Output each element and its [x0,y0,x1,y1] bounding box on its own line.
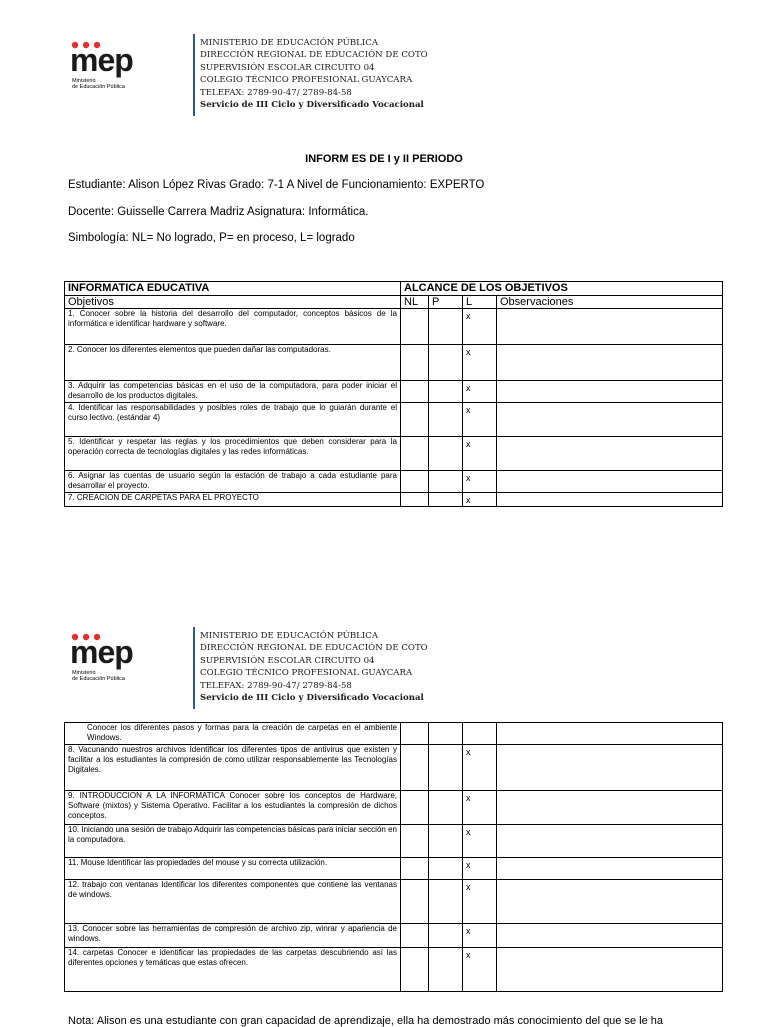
header-line: DIRECCIÓN REGIONAL DE EDUCACIÓN DE COTO [200,643,428,654]
p-cell [429,723,463,745]
observations-cell [497,924,723,948]
l-mark: x [463,403,497,437]
l-mark: x [463,791,497,825]
objective-text: 14. carpetas Conocer e identificar las propiedades de las carpetas descubriendo así las diferentes opciones y temáticas que estas ofrecen. [65,948,401,992]
p-cell [429,791,463,825]
nl-cell [401,345,429,381]
symbology-legend: Simbología: NL= No logrado, P= en proceso, L= logrado [68,232,355,244]
logo-text: mep [70,42,133,78]
l-mark: x [463,381,497,403]
header-line: COLEGIO TÉCNICO PROFESIONAL GUAYCARA [200,75,413,86]
header-line: COLEGIO TÉCNICO PROFESIONAL GUAYCARA [200,668,413,679]
objective-text: 11. Mouse Identificar las propiedades del mouse y su correcta utilización. [65,858,401,880]
objective-text: 2. Conocer los diferentes elementos que pueden dañar las computadoras. [65,345,401,381]
header-line: DIRECCIÓN REGIONAL DE EDUCACIÓN DE COTO [200,50,428,61]
table-row [65,924,723,948]
observations-cell [497,745,723,791]
p-cell [429,345,463,381]
objective-text: 8. Vacunando nuestros archivos Identificar los diferentes tipos de antivirus que existen y facilitar a los estudiantes la compresión de como utilizar responsablemente las Tecnologías Digitales. [65,745,401,791]
column-header: Objetivos [65,296,401,309]
column-header: NL [401,296,429,309]
column-header: Observaciones [497,296,723,309]
institution-header [200,630,428,704]
p-cell [429,493,463,507]
p-cell [429,924,463,948]
header-divider [193,627,195,709]
table-row [65,437,723,471]
table-row [65,791,723,825]
p-cell [429,745,463,791]
objective-text: 10. Iniciando una sesión de trabajo Adquirir las competencias básicas para iniciar sección en la computadora. [65,825,401,858]
l-mark: x [463,880,497,924]
table-row [65,381,723,403]
header-line: MINISTERIO DE EDUCACIÓN PÚBLICA [200,38,379,48]
objective-text: 9. INTRODUCCION A LA INFORMATICA Conocer sobre los conceptos de Hardware, Software (mixtos) y Sistema Operativo. Facilitar a los estudiantes la compresión de dichos conceptos. [65,791,401,825]
p-cell [429,403,463,437]
table-row [65,493,723,507]
l-mark: x [463,825,497,858]
table-row [65,948,723,992]
table-row [65,858,723,880]
nl-cell [401,745,429,791]
objective-text: Conocer los diferentes pasos y formas para la creación de carpetas en el ambiente Windows. [65,723,401,745]
page-title: INFORM ES DE I y II PERIODO [305,153,463,165]
objective-text: 5. Identificar y respetar las reglas y los procedimientos que deben considerar para la operación correcta de tecnologías digitales y las redes informáticas. [65,437,401,471]
objective-text: 13. Conocer sobre las herramientas de compresión de archivo zip, winrar y apariencia de windows. [65,924,401,948]
nl-cell [401,309,429,345]
table-row [65,309,723,345]
observations-cell [497,437,723,471]
l-mark: x [463,924,497,948]
objective-text: 7. CREACION DE CARPETAS PARA EL PROYECTO [65,493,401,507]
p-cell [429,825,463,858]
mep-logo [70,632,140,682]
objective-text: 1. Conocer sobre la historia del desarrollo del computador, conceptos básicos de la informática e identificar hardware y software. [65,309,401,345]
header-line: TELEFAX: 2789-90-47/ 2789-84-58 [200,87,352,98]
observations-cell [497,345,723,381]
l-mark: x [463,309,497,345]
observations-cell [497,471,723,493]
nl-cell [401,471,429,493]
table-row [65,471,723,493]
nl-cell [401,924,429,948]
objective-text: 3. Adquirir las competencias básicas en el uso de la computadora, para poder iniciar el desarrollo de los productos digitales. [65,381,401,403]
l-mark: x [463,471,497,493]
observations-cell [497,880,723,924]
column-header: P [429,296,463,309]
nl-cell [401,493,429,507]
observations-cell [497,791,723,825]
table-row [65,825,723,858]
l-mark: x [463,437,497,471]
observations-cell [497,493,723,507]
observations-cell [497,381,723,403]
teacher-note: Nota: Alison es una estudiante con gran capacidad de aprendizaje, ella ha demostrado más conocimiento del que se le ha [68,1015,663,1027]
mep-logo [70,40,140,90]
l-mark: x [463,493,497,507]
logo-subtitle: Ministerio [72,78,96,84]
observations-cell [497,825,723,858]
objectives-table-continued [64,722,723,992]
institution-header [200,37,428,111]
header-line: Servicio de III Ciclo y Diversificado Vocacional [200,100,424,111]
logo-subtitle: de Educación Pública [72,676,125,682]
nl-cell [401,723,429,745]
observations-cell [497,948,723,992]
p-cell [429,858,463,880]
p-cell [429,948,463,992]
table-heading: ALCANCE DE LOS OBJETIVOS [401,282,723,296]
nl-cell [401,858,429,880]
nl-cell [401,791,429,825]
table-row [65,345,723,381]
teacher-info: Docente: Guisselle Carrera Madriz Asignatura: Informática. [68,206,369,218]
l-mark [463,723,497,745]
header-line: Servicio de III Ciclo y Diversificado Vocacional [200,693,424,704]
header-line: SUPERVISIÓN ESCOLAR CIRCUITO 04 [200,655,375,666]
table-row [65,723,723,745]
nl-cell [401,403,429,437]
logo-subtitle: Ministerio [72,670,96,676]
header-line: MINISTERIO DE EDUCACIÓN PÚBLICA [200,631,379,641]
header-line: SUPERVISIÓN ESCOLAR CIRCUITO 04 [200,62,375,73]
p-cell [429,437,463,471]
observations-cell [497,858,723,880]
objectives-table [64,281,723,507]
observations-cell [497,403,723,437]
p-cell [429,309,463,345]
nl-cell [401,437,429,471]
objective-text: 12. trabajo con ventanas Identificar los diferentes componentes que contiene las ventanas de windows. [65,880,401,924]
logo-subtitle: de Educación Pública [72,84,125,90]
header-divider [193,34,195,116]
nl-cell [401,825,429,858]
l-mark: x [463,745,497,791]
table-row [65,403,723,437]
observations-cell [497,309,723,345]
p-cell [429,880,463,924]
header-line: TELEFAX: 2789-90-47/ 2789-84-58 [200,680,352,691]
logo-text: mep [70,634,133,670]
l-mark: x [463,948,497,992]
p-cell [429,381,463,403]
student-info: Estudiante: Alison López Rivas Grado: 7-1 A Nivel de Funcionamiento: EXPERTO [68,179,485,191]
observations-cell [497,723,723,745]
objective-text: 4. Identificar las responsabilidades y posibles roles de trabajo que lo guiarán durante el curso lectivo. (estándar 4) [65,403,401,437]
l-mark: x [463,858,497,880]
nl-cell [401,948,429,992]
p-cell [429,471,463,493]
nl-cell [401,880,429,924]
table-heading: INFORMATICA EDUCATIVA [65,282,401,296]
nl-cell [401,381,429,403]
table-row [65,880,723,924]
l-mark: x [463,345,497,381]
column-header: L [463,296,497,309]
table-row [65,745,723,791]
objective-text: 6. Asignar las cuentas de usuario según la estación de trabajo a cada estudiante para desarrollar el proyecto. [65,471,401,493]
